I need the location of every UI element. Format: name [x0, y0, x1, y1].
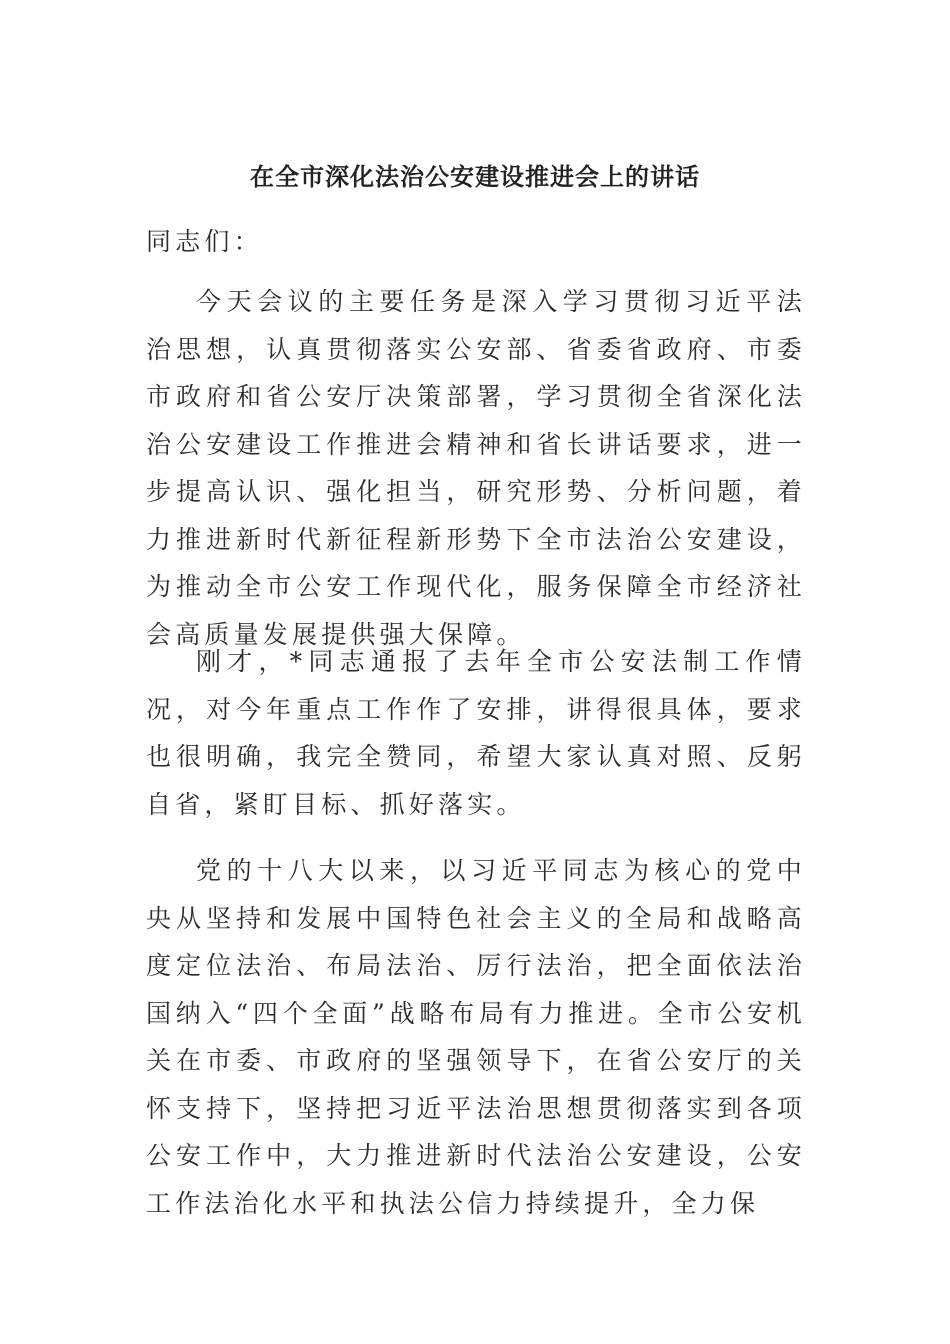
salutation: 同志们： — [146, 227, 263, 256]
paragraph-3 — [146, 847, 806, 1227]
paragraph-text: 今天会议的主要任务是深入学习贯彻习近平法治思想，认真贯彻落实公安部、省委省政府、市委市政府和省公安厅决策部署，学习贯彻全省深化法治公安建设工作推进会精神和省长讲话要求，进一步提高认识、强化担当，研究形势、分析问题，着力推进新时代新征程新形势下全市法治公安建设，为推动全市公安工作现代化，服务保障全市经济社会高质量发展提供强大保障。 — [146, 287, 806, 649]
paragraph-2 — [146, 638, 806, 828]
paragraph-text: 刚才，*同志通报了去年全市公安法制工作情况，对今年重点工作作了安排，讲得很具体，要求也很明确，我完全赞同，希望大家认真对照、反躬自省，紧盯目标、抓好落实。 — [146, 647, 806, 819]
paragraph-text: 党的十八大以来，以习近平同志为核心的党中央从坚持和发展中国特色社会主义的全局和战略高度定位法治、布局法治、厉行法治，把全面依法治国纳入“四个全面”战略布局有力推进。全市公安机关在市委、市政府的坚强领导下，在省公安厅的关怀支持下，坚持把习近平法治思想贯彻落实到各项公安工作中，大力推进新时代法治公安建设，公安工作法治化水平和执法公信力持续提升，全力保 — [146, 856, 806, 1218]
paragraph-1 — [146, 278, 806, 658]
document-title: 在全市深化法治公安建设推进会上的讲话 — [250, 162, 700, 191]
